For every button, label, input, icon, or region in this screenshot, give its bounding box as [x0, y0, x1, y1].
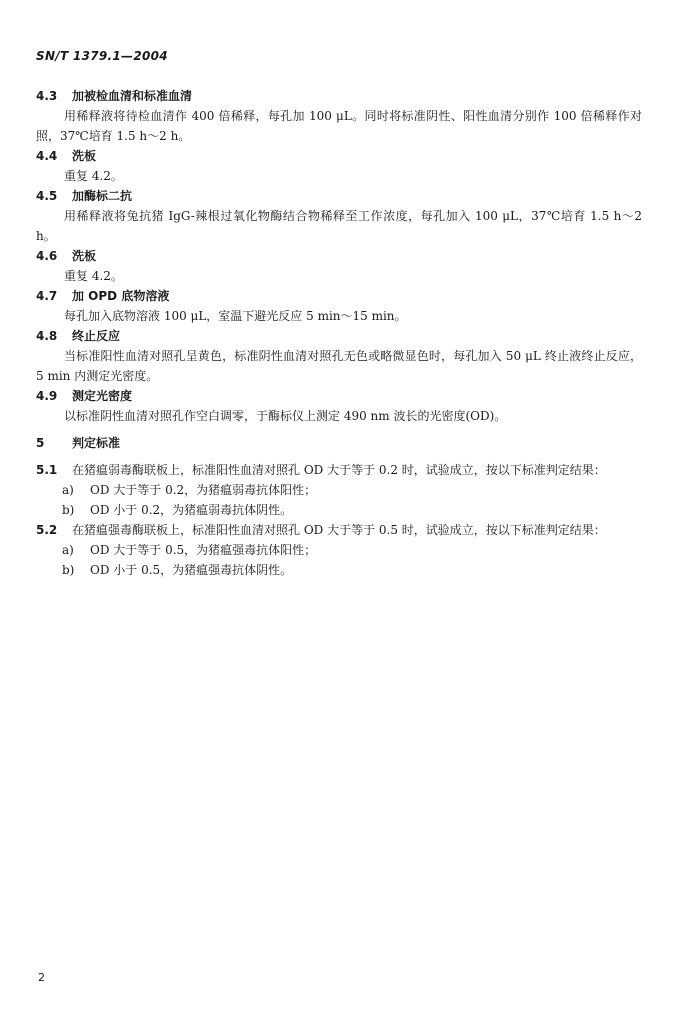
- section-4-7-heading: [36, 286, 642, 306]
- list-item: [36, 560, 642, 580]
- section-5-heading: [36, 433, 642, 453]
- list-item-text: OD 大于等于 0.2，为猪瘟弱毒抗体阳性；: [90, 483, 317, 497]
- section-4-8-paragraph: 当标准阳性血清对照孔呈黄色，标准阴性血清对照孔无色或略微显色时，每孔加入 50 μL 终止液终止反应，5 min 内测定光密度。: [36, 349, 642, 383]
- page-number: 2: [38, 971, 45, 984]
- section-4-4-heading: [36, 146, 642, 166]
- section-title: 加 OPD 底物溶液: [72, 289, 170, 303]
- document-body: [36, 86, 642, 580]
- section-title: 判定标准: [72, 436, 121, 450]
- list-item-label: b): [62, 563, 75, 577]
- section-number: 5.1: [36, 463, 58, 477]
- spacer: [36, 453, 642, 460]
- section-4-7-text: 每孔加入底物溶液 100 μL，室温下避光反应 5 min～15 min。: [64, 309, 407, 323]
- list-item-text: OD 大于等于 0.5，为猪瘟强毒抗体阳性；: [90, 543, 317, 557]
- section-text: 在猪瘟弱毒酶联板上，标准阳性血清对照孔 OD 大于等于 0.2 时，试验成立，按以下标准判定结果：: [72, 463, 606, 477]
- section-4-5-heading: [36, 186, 642, 206]
- list-item-label: a): [62, 483, 74, 497]
- standard-code-header: SN/T 1379.1—2004: [36, 49, 168, 63]
- list-item: [36, 500, 642, 520]
- section-number: 5.2: [36, 523, 58, 537]
- section-title: 洗板: [72, 249, 97, 263]
- list-item: [36, 540, 642, 560]
- section-number: 4.3: [36, 89, 58, 103]
- section-4-5-paragraph: 用稀释液将兔抗猪 IgG-辣根过氧化物酶结合物稀释至工作浓度，每孔加入 100 μL，37℃培育 1.5 h～2 h。: [36, 209, 642, 243]
- section-5-1-paragraph: [36, 460, 642, 480]
- section-title: 加被检血清和标准血清: [72, 89, 193, 103]
- section-title: 洗板: [72, 149, 97, 163]
- section-4-4-text: 重复 4.2。: [64, 169, 123, 183]
- section-4-9-text: 以标准阴性血清对照孔作空白调零，于酶标仪上测定 490 nm 波长的光密度(OD)。: [64, 409, 507, 423]
- section-4-8-heading: [36, 326, 642, 346]
- list-item-text: OD 小于 0.5，为猪瘟强毒抗体阴性。: [90, 563, 293, 577]
- section-text: 在猪瘟强毒酶联板上，标准阳性血清对照孔 OD 大于等于 0.5 时，试验成立，按以下标准判定结果：: [72, 523, 606, 537]
- section-4-6-heading: [36, 246, 642, 266]
- section-number: 4.7: [36, 289, 58, 303]
- section-number: 4.8: [36, 329, 58, 343]
- list-item-label: a): [62, 543, 74, 557]
- section-4-9-heading: [36, 386, 642, 406]
- section-4-6-text: 重复 4.2。: [64, 269, 123, 283]
- section-number: 4.4: [36, 149, 58, 163]
- section-4-3-paragraph: 用稀释液将待检血清作 400 倍稀释，每孔加 100 μL。同时将标准阴性、阳性血清分别作 100 倍稀释作对照，37℃培育 1.5 h～2 h。: [36, 109, 642, 143]
- list-item: [36, 480, 642, 500]
- section-number: 5: [36, 436, 45, 450]
- section-title: 终止反应: [72, 329, 121, 343]
- section-5-2-paragraph: [36, 520, 642, 540]
- section-title: 测定光密度: [72, 389, 133, 403]
- section-title: 加酶标二抗: [72, 189, 133, 203]
- section-number: 4.9: [36, 389, 58, 403]
- section-number: 4.5: [36, 189, 58, 203]
- list-item-text: OD 小于 0.2，为猪瘟弱毒抗体阴性。: [90, 503, 293, 517]
- list-item-label: b): [62, 503, 75, 517]
- section-number: 4.6: [36, 249, 58, 263]
- section-4-3-heading: [36, 86, 642, 106]
- spacer: [36, 426, 642, 433]
